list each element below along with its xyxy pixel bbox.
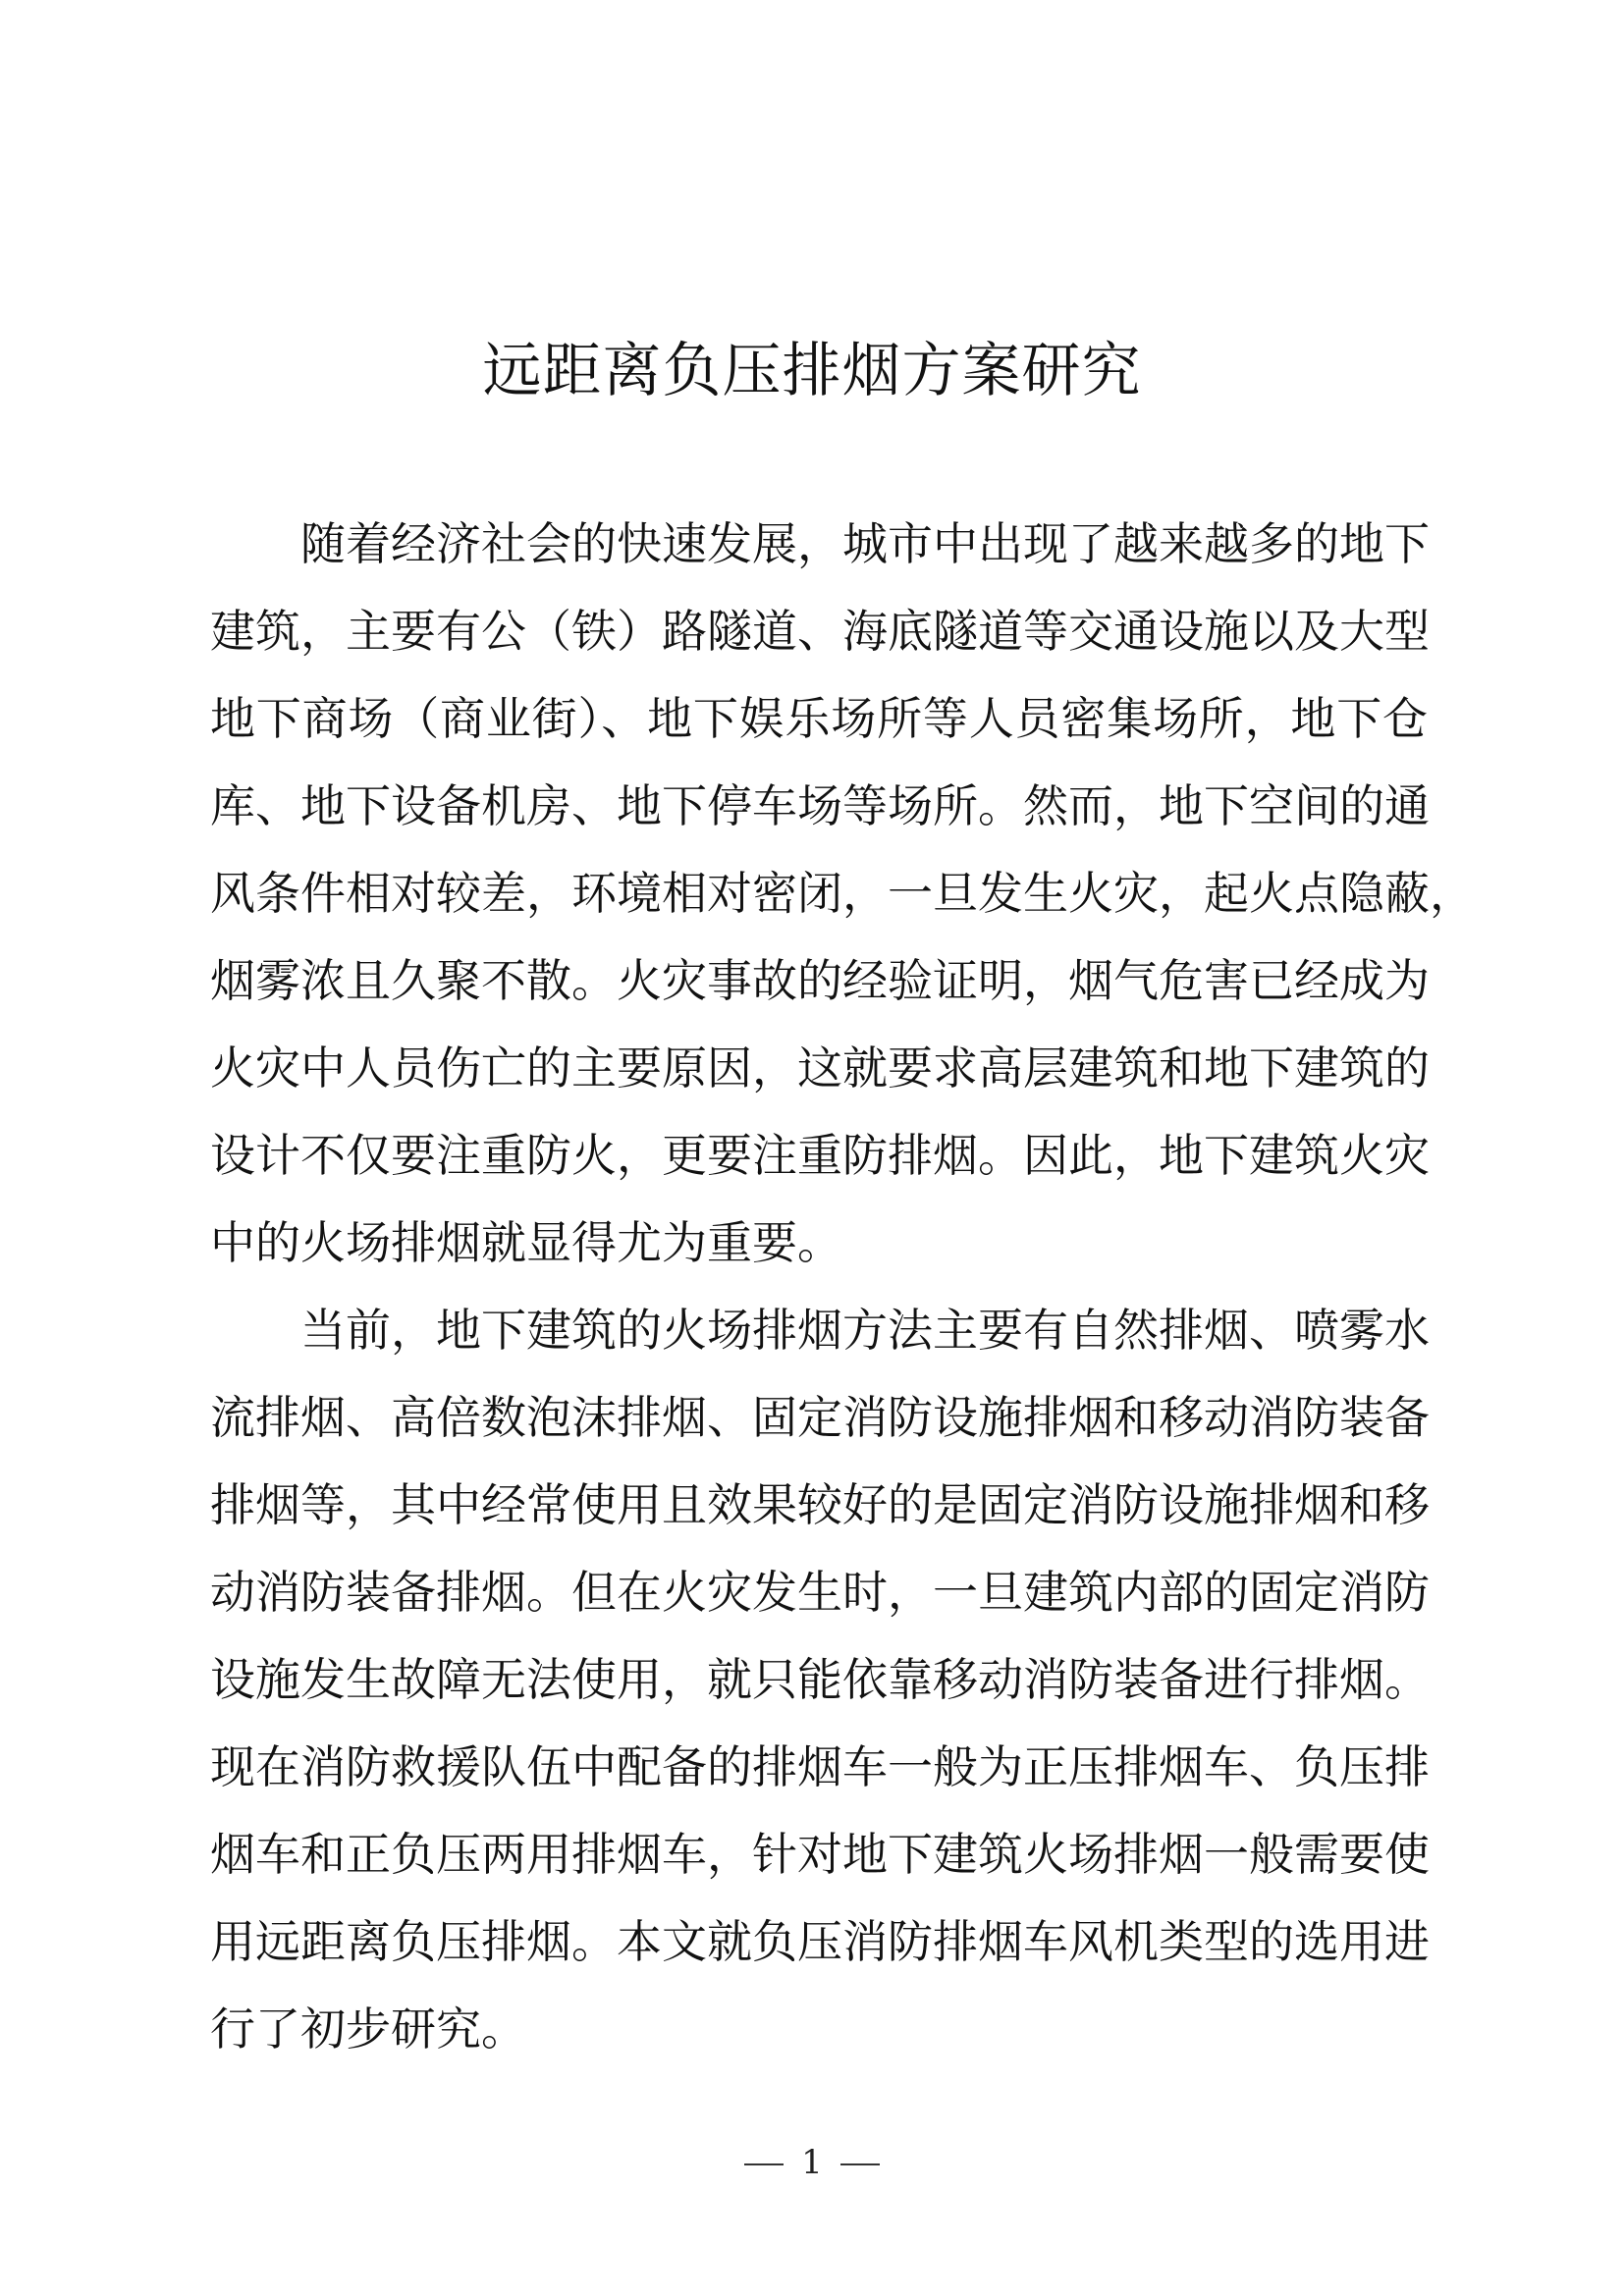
- page-number: 1: [801, 2143, 823, 2182]
- text-line: 排烟等，其中经常使用且效果较好的是固定消防设施排烟和移: [210, 1478, 1430, 1531]
- paragraph: [210, 1287, 1428, 2073]
- text-line: 流排烟、高倍数泡沫排烟、固定消防设施排烟和移动消防装备: [210, 1391, 1430, 1444]
- text-line: 火灾中人员伤亡的主要原因，这就要求高层建筑和地下建筑的: [210, 1041, 1430, 1095]
- text-line: 现在消防救援队伍中配备的排烟车一般为正压排烟车、负压排: [210, 1740, 1430, 1793]
- footer-dash-right: [840, 2163, 880, 2165]
- text-line: 建筑，主要有公（铁）路隧道、海底隧道等交通设施以及大型: [210, 605, 1430, 658]
- text-line: 行了初步研究。: [210, 2002, 526, 2056]
- text-line: 烟雾浓且久聚不散。火灾事故的经验证明，烟气危害已经成为: [210, 954, 1430, 1007]
- text-line: 设计不仅要注重防火，更要注重防排烟。因此，地下建筑火灾: [210, 1129, 1430, 1182]
- footer-dash-left: [744, 2163, 784, 2165]
- paragraph: [210, 501, 1475, 1287]
- text-line: 地下商场（商业街）、地下娱乐场所等人员密集场所，地下仓: [210, 692, 1428, 745]
- text-line: 风条件相对较差，环境相对密闭，一旦发生火灾，起火点隐蔽，: [210, 867, 1475, 920]
- text-line: 设施发生故障无法使用，就只能依靠移动消防装备进行排烟。: [210, 1653, 1430, 1706]
- text-line: 库、地下设备机房、地下停车场等场所。然而，地下空间的通: [210, 779, 1430, 832]
- page-footer: [0, 2141, 1624, 2184]
- text-line: 当前，地下建筑的火场排烟方法主要有自然排烟、喷雾水: [300, 1304, 1430, 1357]
- text-line: 烟车和正负压两用排烟车，针对地下建筑火场排烟一般需要使: [210, 1828, 1430, 1881]
- text-line: 用远距离负压排烟。本文就负压消防排烟车风机类型的选用进: [210, 1915, 1430, 1968]
- document-body: [210, 501, 1475, 2073]
- document-title: 远距离负压排烟方案研究: [482, 337, 1142, 405]
- text-line: 动消防装备排烟。但在火灾发生时，一旦建筑内部的固定消防: [210, 1566, 1430, 1619]
- text-line: 随着经济社会的快速发展，城市中出现了越来越多的地下: [300, 517, 1430, 570]
- text-line: 中的火场排烟就显得尤为重要。: [210, 1216, 842, 1269]
